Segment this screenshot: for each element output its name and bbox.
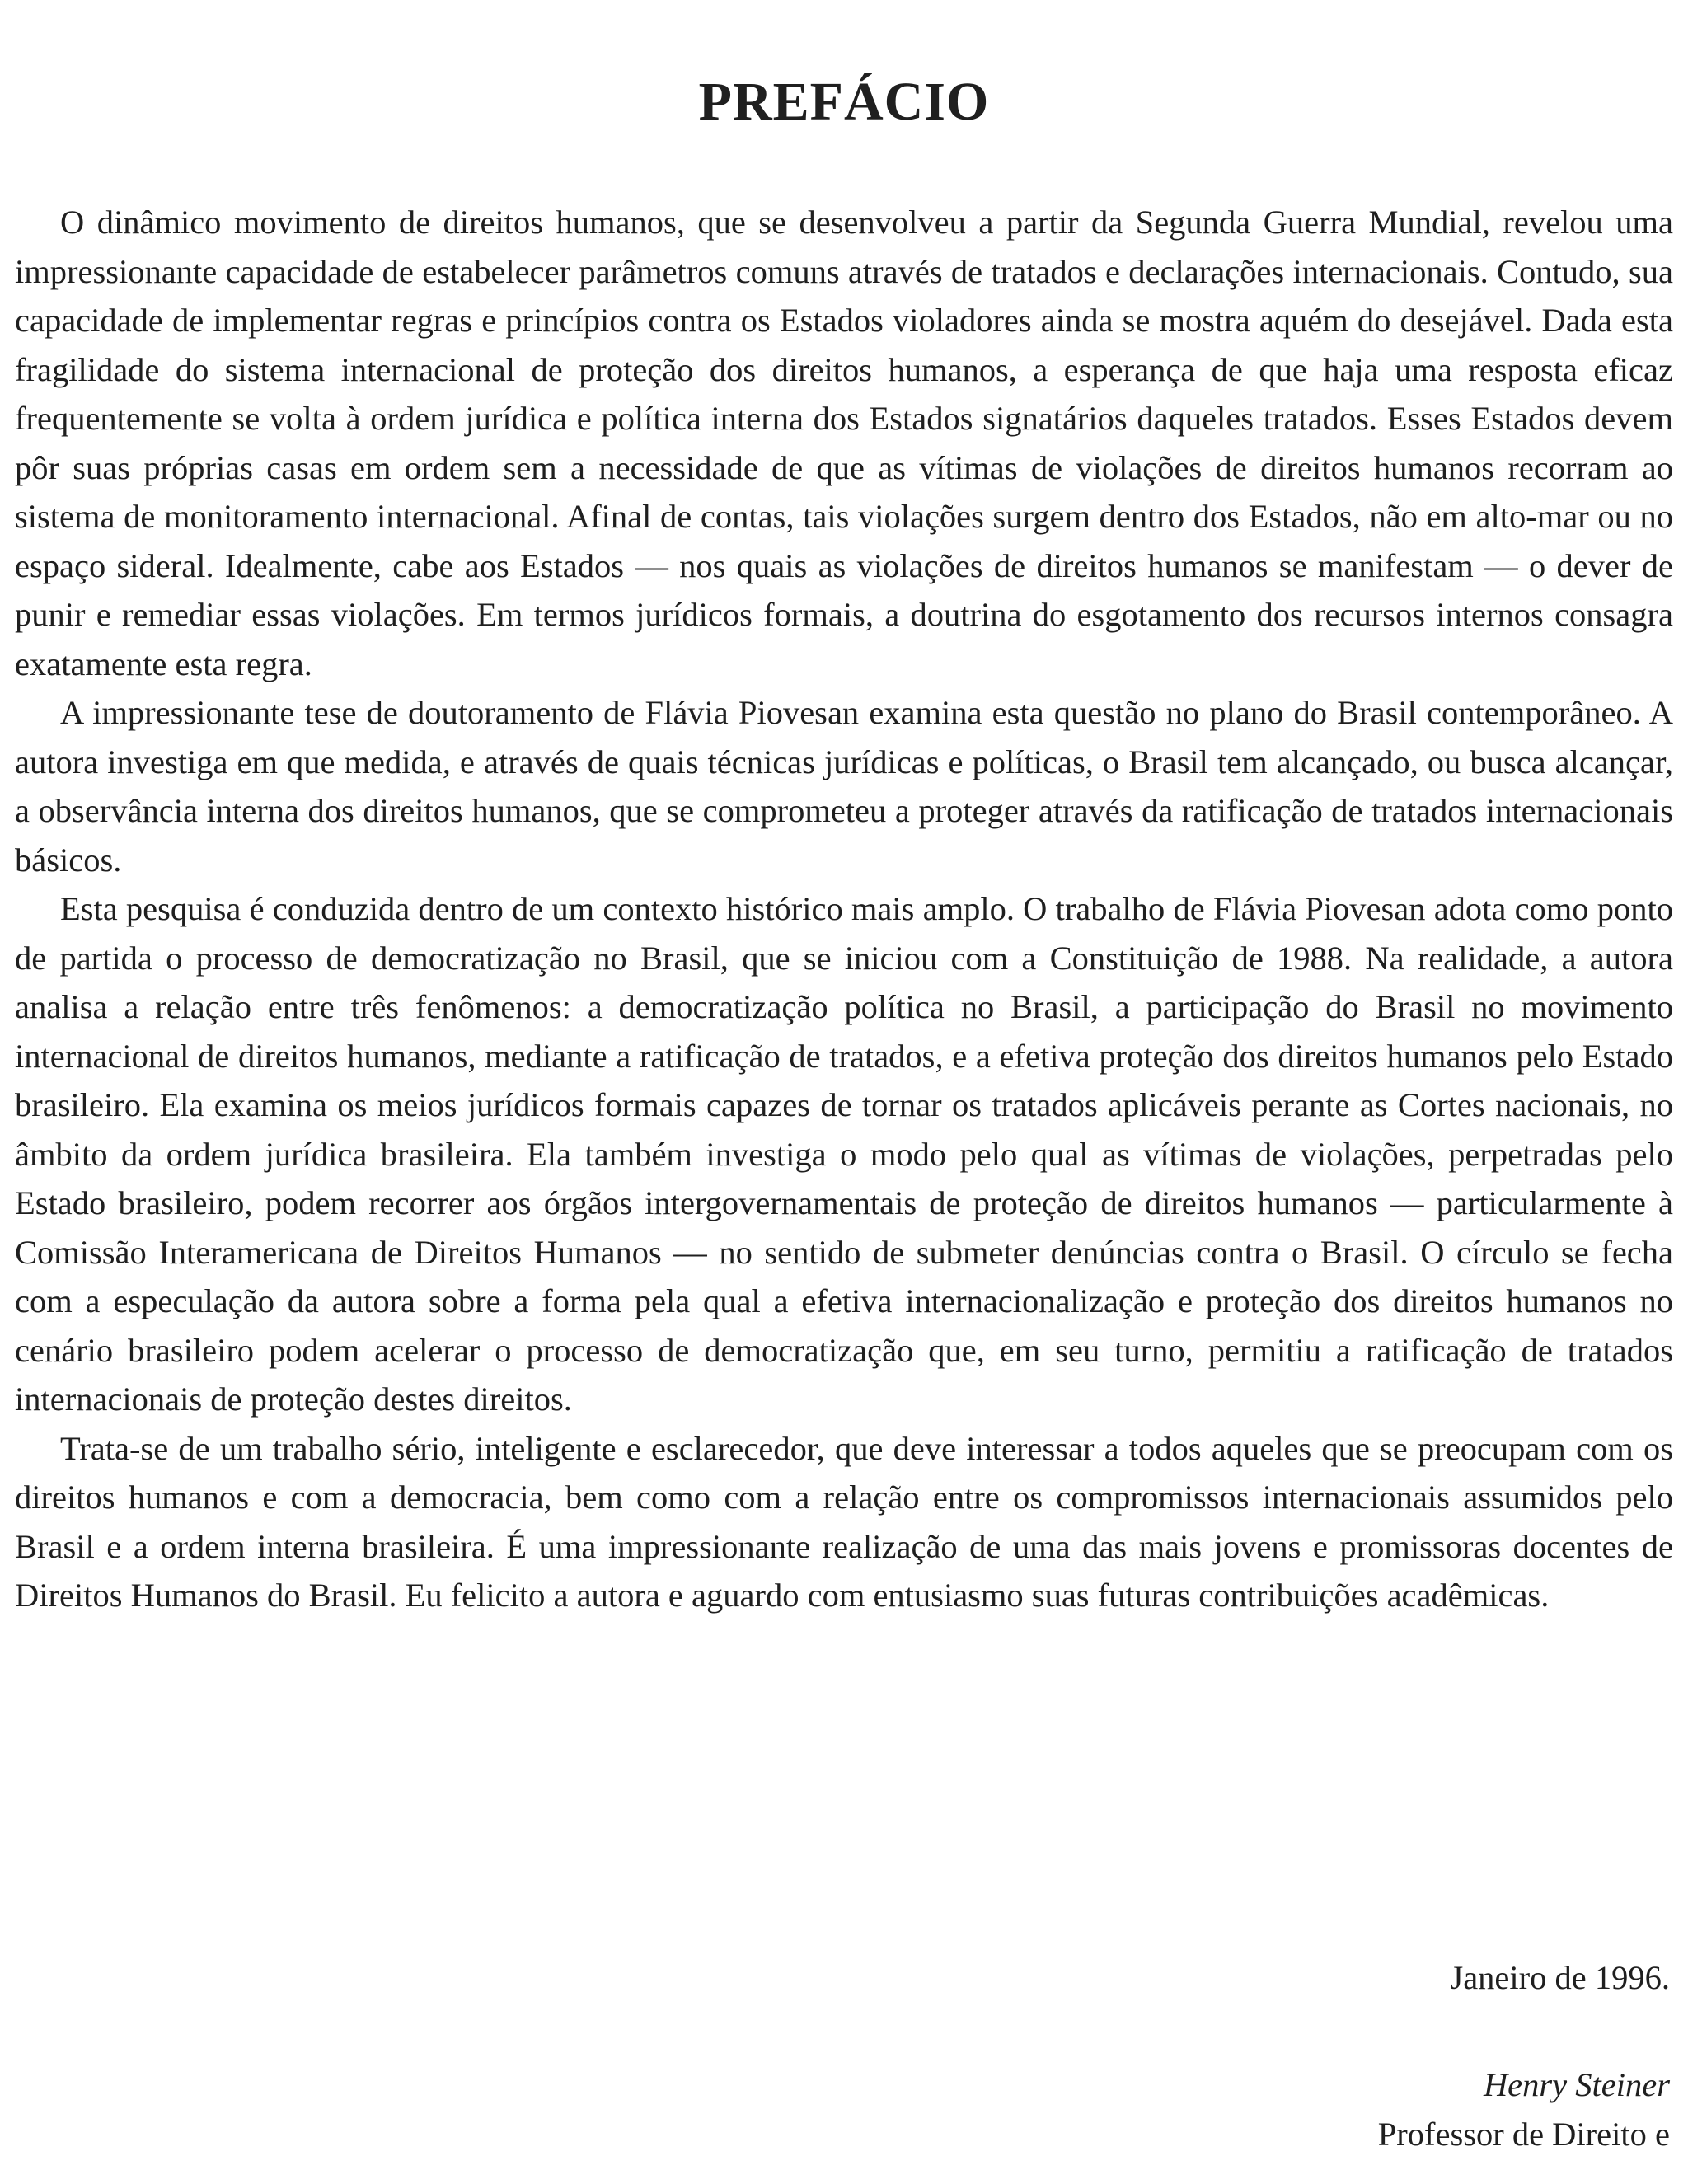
author-name: Henry Steiner bbox=[1483, 2066, 1670, 2103]
closing-date: Janeiro de 1996. bbox=[1450, 1959, 1670, 1996]
paragraph-2: A impressionante tese de doutoramento de Flávia Piovesan examina esta questão no plano do Brasil contemporâneo. A autora investiga em que medida, e através de quais técnicas jurídicas e políticas, o Brasil tem alcançado, ou busca alcançar, a observância interna dos direitos humanos, que se comprometeu a proteger através da ratificação de tratados internacionais básicos. bbox=[15, 694, 1673, 879]
page-title: PREFÁCIO bbox=[698, 72, 990, 132]
paragraph-1: O dinâmico movimento de direitos humanos, que se desenvolveu a partir da Segunda Guerra Mundial, revelou uma impressionante capacidade de estabelecer parâmetros comuns através de tratados e declarações internacionais. Contudo, sua capacidade de implementar regras e princípios contra os Estados violadores ainda se mostra aquém do desejável. Dada esta fragilidade do sistema internacional de proteção dos direitos humanos, a esperança de que haja uma resposta eficaz frequentemente se volta à ordem jurídica e política interna dos Estados signatários daqueles tratados. Esses Estados devem pôr suas próprias casas em ordem sem a necessidade de que as vítimas de violações de direitos humanos recorram ao sistema de monitoramento internacional. Afinal de contas, tais violações surgem dentro dos Estados, não em alto-mar ou no espaço sideral. Idealmente, cabe aos Estados — nos quais as violações de direitos humanos se manifestam — o dever de punir e remediar essas violações. Em termos jurídicos formais, a doutrina do esgotamento dos recursos internos consagra exatamente esta regra. bbox=[15, 204, 1673, 682]
author-role: Professor de Direito e bbox=[1377, 2116, 1670, 2153]
paragraph-4: Trata-se de um trabalho sério, inteligente e esclarecedor, que deve interessar a todos aqueles que se preocupam com os direitos humanos e com a democracia, bem como com a relação entre os compromissos internacionais assumidos pelo Brasil e a ordem interna brasileira. É uma impressionante realização de uma das mais jovens e promissoras docentes de Direitos Humanos do Brasil. Eu felicito a autora e aguardo com entusiasmo suas futuras contribuições acadêmicas. bbox=[15, 1429, 1673, 1614]
paragraph-3: Esta pesquisa é conduzida dentro de um contexto histórico mais amplo. O trabalho de Flávia Piovesan adota como ponto de partida o processo de democratização no Brasil, que se iniciou com a Constituição de 1988. Na realidade, a autora analisa a relação entre três fenômenos: a democratização política no Brasil, a participação do Brasil no movimento internacional de direitos humanos, mediante a ratificação de tratados, e a efetiva proteção dos direitos humanos pelo Estado brasileiro. Ela examina os meios jurídicos formais capazes de tornar os tratados aplicáveis perante as Cortes nacionais, no âmbito da ordem jurídica brasileira. Ela também investiga o modo pelo qual as vítimas de violações, perpetradas pelo Estado brasileiro, podem recorrer aos órgãos intergovernamentais de proteção de direitos humanos — particularmente à Comissão Interamericana de Direitos Humanos — no sentido de submeter denúncias contra o Brasil. O círculo se fecha com a especulação da autora sobre a forma pela qual a efetiva internacionalização e proteção dos direitos humanos no cenário brasileiro podem acelerar o processo de democratização que, em seu turno, permitiu a ratificação de tratados internacionais de proteção destes direitos. bbox=[15, 890, 1673, 1418]
preface-body bbox=[15, 198, 1673, 1620]
document-page bbox=[15, 0, 1673, 2184]
